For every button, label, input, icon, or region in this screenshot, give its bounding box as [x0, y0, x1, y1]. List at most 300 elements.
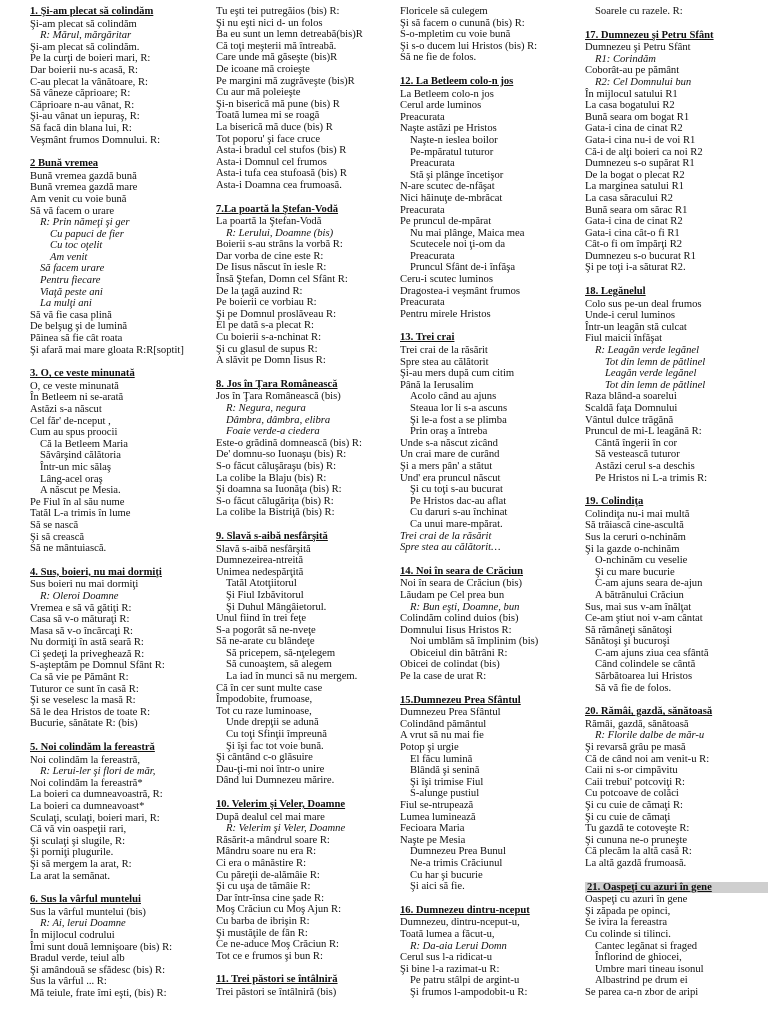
lyric-line: Nici hăinuţe de-mbrăcat	[400, 192, 503, 204]
lyric-line: Noi colindăm la fereastră,	[30, 754, 141, 766]
lyric-line: Gata-i cina nu-i de voi R1	[585, 134, 696, 146]
lyric-line: Preacurata	[400, 297, 445, 309]
lyric-line: Şi s-o ducem lui Hristos (bis) R:	[400, 40, 538, 52]
song-title: 6. Sus la vârful muntelui	[30, 894, 141, 906]
lyric-line: R: Bun eşti, Doamne, bun	[410, 601, 520, 613]
lyric-line: Vântul dulce trăgănă	[585, 414, 674, 426]
lyric-line: Pentru mirele Hristos	[400, 308, 491, 320]
lyric-line: R: Leagăn verde legănel	[595, 345, 700, 357]
lyric-line: Şi îşi trimise Fiul	[410, 776, 484, 788]
lyric-line: Pentru fiecare	[40, 275, 101, 287]
song-block	[30, 6, 216, 146]
lyric-line: Trei păstori se întâlniră (bis)	[216, 986, 337, 998]
lyric-line: Dar vorba de cine este R:	[216, 250, 324, 262]
lyric-line: Caii ni s-or cimpăvitu	[585, 765, 678, 777]
lyric-line: Sus, mai sus v-am înălţat	[585, 601, 692, 613]
lyric-line: Căprioare n-au vânat, R:	[30, 99, 135, 111]
lyric-line: Fecioara Maria	[400, 823, 465, 835]
lyric-line: R2: Cel Domnului bun	[595, 76, 692, 88]
lyric-line: Asta-i tufa cea stufoasă (bis) R	[216, 168, 347, 180]
lyric-line: Soarele cu razele. R:	[595, 6, 683, 17]
lyric-line: Unde s-a născut zicând	[400, 437, 498, 449]
song-block	[585, 706, 768, 869]
lyric-line: Gata-i cina de cinat R2	[585, 123, 683, 135]
lyric-line: Şi cu toţi s-au bucurat	[410, 484, 503, 496]
lyric-line: Şi-am plecat să colindăm	[30, 18, 137, 30]
lyric-line: La marginea satului R1	[585, 181, 684, 193]
lyric-line: Preacurata	[410, 158, 455, 170]
lyric-line: Tatăl L-a trimis în lume	[30, 508, 131, 520]
lyric-line: La colibe la Blaju (bis) R:	[216, 472, 327, 484]
lyric-line: Şi afară mai mare gloata R:R[soptit]	[30, 344, 184, 356]
song-block	[30, 567, 216, 730]
lyric-line: Cel făr' de-nceput ,	[30, 415, 111, 427]
lyric-line: Foaie verde-a ciedera	[226, 426, 320, 438]
lyric-line: Ca să vie pe Pământ R:	[30, 672, 129, 684]
lyric-line: Colindiţa nu-i mai multă	[585, 508, 690, 520]
lyric-line: A bătrânului Crăciun	[595, 589, 684, 601]
lyric-line: Dragostea-i veşmânt frumos	[400, 285, 521, 297]
lyric-line: În mijlocul satului R1	[585, 88, 678, 100]
lyric-line: Şi îşi fac tot voie bună.	[226, 740, 324, 752]
lyric-line: Astăzi s-a născut	[30, 404, 102, 415]
lyric-line: Fiul se-ntrupează	[400, 800, 474, 811]
lyric-line: Pe patru stâlpi de argint-u	[410, 975, 520, 987]
lyric-line: Toată lumea mi se roagă	[216, 110, 320, 122]
lyric-line: R: Ai, lerui Doamne	[40, 918, 126, 930]
lyric-line: Şi pe Domnul proslăveau R:	[216, 308, 337, 320]
lyric-line: Coborât-au pe pământ	[585, 65, 680, 77]
lyric-line: Dumnezeirea-ntreită	[216, 555, 304, 567]
lyric-line: Tu gazdă te cotoveşte R:	[585, 823, 690, 835]
lyric-line: Şi cu glasul de supus R:	[216, 343, 318, 355]
lyric-line: Că toţi meşterii mă întreabă.	[216, 40, 337, 52]
song-block	[400, 695, 586, 893]
lyric-line: Să ne-arate cu blândeţe	[216, 636, 315, 648]
lyric-line: Pe la curţi de boieri mari, R:	[30, 53, 151, 65]
song-block	[400, 6, 586, 64]
lyric-line: Dumnezeu, dintru-nceput-u,	[400, 917, 520, 929]
lyric-line: S-o-mpletim cu voie bună	[400, 29, 511, 41]
lyric-line: Stă şi plânge încetişor	[410, 169, 504, 181]
lyric-line: Cântă îngerii în cor	[595, 437, 678, 449]
lyric-line: Şi să crească	[30, 531, 85, 543]
lyric-line: Că la Betleem Maria	[40, 438, 128, 450]
lyric-line: Şi doamna sa Iuonăţa (bis) R:	[216, 484, 342, 496]
song-title: 1. Şi-am plecat să colindăm	[30, 6, 154, 17]
lyric-line: Asta-i Domnul cel frumos	[216, 156, 327, 168]
lyric-line: Şi amândouă se sfădesc (bis) R:	[30, 964, 166, 976]
lyric-line: De Iisus născut în iesle R:	[216, 262, 327, 274]
lyric-line: Cu potcoave de colăci	[585, 788, 679, 800]
lyric-line: La arat la semănat.	[30, 870, 110, 882]
lyric-line: Tuturor ce sunt în casă R:	[30, 683, 139, 695]
lyric-line: S-aşteptăm pe Domnul Sfânt R:	[30, 660, 165, 672]
lyric-line: Şi să facem o cunună (bis) R:	[400, 17, 525, 29]
lyric-line: Unul fiind în trei feţe	[216, 613, 307, 625]
lyric-line: Tu eşti tei putregăios (bis) R:	[216, 6, 340, 17]
song-block	[216, 204, 402, 367]
lyric-line: Cu toc oţelit	[50, 240, 103, 252]
lyric-line: De' domnu-so Iuonaşu (bis) R:	[216, 449, 347, 461]
lyric-line: Trei crai de la răsărit	[400, 345, 488, 357]
lyric-line: Tot ce e frumos şi bun R:	[216, 950, 323, 962]
lyric-line: Masa să v-o încărcaţi R:	[30, 625, 133, 637]
lyric-line: Scaldă faţa Domnului	[585, 403, 678, 414]
lyric-line: Blândă şi senină	[410, 765, 480, 777]
lyric-line: Şi a mers pân' a stătut	[400, 460, 493, 472]
song-block	[216, 6, 402, 192]
lyric-line: Şi porniţi plugurile.	[30, 847, 114, 859]
lyric-line: Unde drepţii se adună	[226, 717, 319, 729]
lyric-line: Noi în seara de Crăciun (bis)	[400, 578, 523, 590]
lyric-line: De icoane mă croieşte	[216, 63, 310, 75]
lyric-line: Şi mustăţile de fân R:	[216, 927, 308, 939]
lyric-line: Obicei de colindat (bis)	[400, 659, 500, 671]
lyric-line: Tot din lemn de pătlinel	[605, 356, 706, 368]
song-block	[400, 76, 586, 320]
lyric-line: Cerul sus l-a ridicat-u	[400, 952, 493, 964]
lyric-line: Oaspeţi cu azuri în gene	[585, 894, 688, 906]
lyric-line: Jos în Ţara Românească (bis)	[216, 391, 341, 403]
lyric-line: Când colindele se cântă	[595, 659, 696, 671]
lyric-line: Naşte pe Mesia	[400, 834, 466, 846]
lyric-line: Umbre mari tineau isonul	[595, 963, 704, 975]
song-title: 4. Sus, boieri, nu mai dormiţi	[30, 566, 162, 578]
lyric-line: Trei crai de la răsărit	[400, 530, 492, 542]
lyric-line: Şi-am plecat să colindăm.	[30, 41, 140, 53]
lyric-line: Naşte astăzi pe Hristos	[400, 123, 497, 135]
lyric-line: Cu papuci de fier	[50, 228, 124, 240]
lyric-line: Nu dormiţi în astă seară R:	[30, 637, 144, 649]
lyric-line: Tatăl Atotţiitorul	[226, 578, 297, 590]
lyric-line: C-am ajuns ziua cea sfântă	[595, 647, 709, 659]
lyric-line: Este-o grădină domnească (bis) R:	[216, 437, 362, 449]
lyric-line: Leagăn verde legănel	[605, 368, 697, 380]
lyric-line: Sculaţi, sculaţi, boieri mari, R:	[30, 812, 160, 824]
lyric-line: Păinea să fie cât roata	[30, 333, 123, 345]
lyric-line: Şi cu mare bucurie	[595, 566, 675, 578]
lyric-line: Tot din lemn de pătlinel	[605, 379, 706, 391]
lyric-line: Şi aici să fie.	[410, 881, 465, 893]
lyric-line: Ca unui mare-mpărat.	[410, 518, 503, 530]
lyric-line: Şi zăpada pe opinci,	[585, 905, 671, 917]
lyric-line: Sărbătoarea lui Hristos	[595, 671, 693, 683]
lyric-line: Până la Ierusalim	[400, 379, 474, 391]
lyric-line: Pe Hristos ni L-a trimis R:	[595, 472, 708, 484]
lyric-line: Bună seara om sărac R1	[585, 204, 688, 216]
song-title: 20. Rămâi, gazdă, sănătoasă	[585, 706, 713, 718]
song-title: 8. Jos în Ţara Românească	[216, 378, 338, 390]
lyric-line: Dar boierii nu-s acasă, R:	[30, 64, 138, 76]
lyric-line: Dau-ţi-mi noi într-o unire	[216, 763, 325, 775]
song-block	[585, 882, 768, 999]
song-block	[400, 566, 586, 683]
song-block	[585, 30, 768, 274]
lyric-line: Prin oraş a întreba	[410, 426, 488, 438]
song-block	[216, 799, 402, 962]
lyric-line: Şi-n biserică mă pune (bis) R	[216, 98, 340, 110]
song-block	[585, 6, 768, 18]
lyric-line: La boieri ca dumneavoast*	[30, 801, 145, 812]
lyric-line: C-am ajuns seara de-ajun	[595, 578, 703, 590]
lyric-line: S-alunge pustiul	[410, 788, 480, 800]
lyric-line: R: Lerui-ler şi flori de măr,	[40, 766, 156, 778]
lyric-line: Lăudam pe Cel prea bun	[400, 589, 505, 601]
lyric-line: Ce-am ştiut noi v-am cântat	[585, 613, 703, 625]
lyric-line: Albastrind pe drum ei	[595, 975, 688, 987]
lyric-line: A vrut să nu mai fie	[400, 730, 484, 742]
song-block	[400, 905, 586, 999]
lyric-line: S-o făcut călugăriţa (bis) R:	[216, 495, 334, 507]
lyric-line: Să pricepem, să-nţelegem	[226, 647, 336, 659]
lyric-line: Steaua lor li s-a ascuns	[410, 403, 508, 414]
lyric-line: Dumnezeu s-o supărat R1	[585, 158, 695, 170]
lyric-line: Asta-i bradul cel stufos (bis) R	[216, 145, 347, 157]
lyric-line: Cu păreţii de-alămâie R:	[216, 869, 320, 881]
lyric-line: Îmi sunt două lemnişoare (bis) R:	[30, 941, 173, 953]
lyric-line: Şi frumos l-ampodobit-u R:	[410, 986, 528, 998]
song-block	[216, 531, 402, 787]
lyric-line: Preacurata	[410, 250, 455, 262]
lyric-line: Cu daruri s-au închinat	[410, 507, 508, 519]
lyric-line: Cu colinde si tilinci.	[585, 928, 671, 940]
lyric-line: La boieri ca dumneavoastră, R:	[30, 789, 163, 801]
lyric-line: El făcu lumină	[410, 753, 473, 765]
lyric-line: R1: Corindăm	[595, 53, 656, 65]
lyric-line: Cum au spus proocii	[30, 427, 118, 439]
lyric-line: Se parea ca-n zbor de aripi	[585, 986, 699, 998]
lyric-line: Noi colindăm la fereastră*	[30, 777, 143, 789]
lyric-line: Unde-i cerul luminos	[585, 310, 676, 322]
lyric-line: Într-un mic sălaş	[40, 461, 111, 473]
song-title: 10. Velerim şi Veler, Doamne	[216, 799, 346, 810]
lyric-line: Potop şi urgie	[400, 742, 459, 754]
lyric-line: Raza blând-a soarelui	[585, 391, 677, 403]
lyric-line: Scutecele noi ţi-om da	[410, 239, 506, 251]
lyric-line: Înflorind de ghiocei,	[595, 952, 682, 964]
lyric-line: Şi Duhul Mângâietorul.	[226, 601, 327, 613]
lyric-line: Şi pe toţi i-a săturat R2.	[585, 262, 686, 274]
lyric-line: R: Prin nămeţi şi ger	[40, 217, 130, 229]
lyric-line: Lumea luminează	[400, 811, 476, 823]
lyric-line: S-o făcut căluşăraşu (bis) R:	[216, 460, 337, 472]
lyric-line: Ci era o mânăstire R:	[216, 857, 307, 869]
lyric-line: Bună vremea gazdă mare	[30, 182, 138, 194]
lyric-line: Viaţă peste ani	[40, 286, 103, 298]
lyric-line: Sănătoşi şi bucuroşi	[585, 636, 670, 648]
song-title: 12. La Betleem colo-n jos	[400, 75, 514, 87]
lyric-line: Pruncul Sfânt de-i înfăşa	[410, 262, 516, 274]
lyric-line: Şi Fiul Izbăvitorul	[226, 589, 304, 601]
song-title: 21. Oaspeţi cu azuri în gene	[585, 882, 768, 894]
lyric-line: Toată lumea a făcut-u,	[400, 928, 495, 940]
song-block	[30, 894, 216, 999]
song-block	[30, 368, 216, 555]
lyric-line: Că de când noi am venit-u R:	[585, 753, 710, 765]
lyric-line: O, ce veste minunată	[30, 380, 119, 392]
lyric-line: Fiul maicii înfăşat	[585, 333, 663, 345]
lyric-line: Pe-mpăratul tuturor	[410, 146, 494, 158]
song-title: 18. Legănelul	[585, 286, 646, 298]
lyric-line: Acolo când au ajuns	[410, 391, 497, 403]
lyric-line: Şi cununa ne-o pruneşte	[585, 834, 688, 846]
lyric-line: Bradul verde, teiul alb	[30, 953, 125, 965]
lyric-line: Dumnezeu Prea Bunul	[410, 846, 506, 858]
lyric-line: Cerul arde luminos	[400, 100, 482, 112]
lyric-line: Pe margini mă zugrăveşte (bis)R	[216, 75, 355, 87]
lyric-line: La Betleem colo-n jos	[400, 88, 494, 100]
lyric-line: Pe pruncul de-mpărat	[400, 216, 492, 228]
lyric-line: Floricele să culegem	[400, 6, 488, 17]
lyric-line: Şi cu cuie de cămaţi R:	[585, 800, 683, 811]
song-block	[216, 974, 402, 998]
lyric-line: Se ivira la fereastra	[585, 917, 668, 929]
lyric-line: Pe boierii ce vorbiau R:	[216, 297, 317, 309]
lyric-line: Şi cu uşa de tămâie R:	[216, 881, 311, 893]
lyric-line: Mă teiule, frate îmi eşti, (bis) R:	[30, 987, 167, 999]
lyric-line: Casa să v-o măturaţi R:	[30, 614, 130, 626]
lyric-line: Să vâneze căprioare; R:	[30, 88, 131, 100]
lyric-line: Moş Crăciun cu Moş Ajun R:	[216, 904, 342, 916]
lyric-line: Veşmânt frumos Domnului. R:	[30, 134, 161, 146]
lyric-line: Şi cu cuie de cămaţi	[585, 811, 671, 823]
lyric-line: El pe dată s-a plecat R:	[216, 320, 314, 332]
lyric-line: Asta-i Doamna cea frumoasă.	[216, 179, 342, 191]
lyric-line: Să ne fie de folos.	[400, 52, 477, 64]
lyric-line: R: Oleroi Doamne	[40, 590, 119, 602]
lyric-line: Und' era pruncul născut	[400, 472, 501, 484]
lyric-line: După dealul cel mai mare	[216, 811, 325, 823]
lyric-line: Să vă fie casa plină	[30, 309, 112, 321]
lyric-line: Unimea nedespărţită	[216, 566, 304, 578]
song-block	[400, 332, 586, 553]
lyric-line: Lâng-acel oraş	[40, 473, 103, 485]
lyric-line: Noi umblăm să împlinim (bis)	[410, 636, 539, 648]
song-title: 3. O, ce veste minunată	[30, 368, 135, 380]
lyric-line: Cât-o fi om împărţi R2	[585, 239, 683, 251]
lyric-line: În mijlocul codrului	[30, 929, 115, 941]
lyric-line: Şi-au mers după cum citim	[400, 368, 515, 380]
lyric-line: Pruncul de mi-L leagănă R:	[585, 426, 702, 438]
lyric-line: Să cunoaştem, să alegem	[226, 659, 332, 671]
lyric-line: Colindând pământul	[400, 718, 487, 730]
lyric-line: Sus la vârful muntelui (bis)	[30, 906, 146, 918]
lyric-line: Colindăm colind duios (bis)	[400, 613, 519, 625]
lyric-line: La iad în munci să nu mergem.	[226, 671, 358, 683]
column-4	[585, 6, 768, 1011]
lyric-line: Am venit	[50, 251, 88, 263]
lyric-line: Şi la gazde o-nchinăm	[585, 543, 680, 555]
song-title: 13. Trei crai	[400, 332, 455, 344]
column-2	[216, 6, 402, 1011]
lyric-line: Într-un leagăn stă culcat	[585, 321, 687, 333]
lyric-line: Să ne mântuiască.	[30, 543, 107, 555]
lyric-line: Sus la vârful ... R:	[30, 976, 107, 988]
lyric-line: Săvârşind călătoria	[40, 450, 121, 462]
song-block	[30, 742, 216, 882]
lyric-line: De la bogat o plecat R2	[585, 169, 685, 181]
lyric-line: Naşte-n ieslea boilor	[410, 134, 498, 146]
lyric-line: R: Velerim şi Veler, Doamne	[226, 823, 346, 835]
lyric-line: Mândru soare nu era R:	[216, 846, 317, 858]
lyric-line: Dând lui Dumnezeu mărire.	[216, 775, 335, 787]
lyric-line: Ne-a trimis Crăciunul	[410, 857, 503, 869]
lyric-line: Boierii s-au strâns la vorbă R:	[216, 239, 343, 251]
song-title: 2 Bună vremea	[30, 158, 99, 170]
lyric-line: La casa săracului R2	[585, 192, 673, 204]
lyric-line: Să rămâneţi sănătoşi	[585, 624, 673, 636]
lyric-line: La poartă la Ştefan-Vodă	[216, 216, 322, 228]
lyric-line: Cu aur mă poleieşte	[216, 87, 301, 99]
lyric-line: Să vestească tuturor	[595, 449, 680, 461]
lyric-line: Dumnezeu Prea Sfântul	[400, 707, 501, 719]
lyric-line: Să trăiască cine-ascultă	[585, 520, 684, 532]
song-block	[30, 158, 216, 356]
lyric-line: Însă Ştefan, Domn cel Sfânt R:	[216, 274, 348, 286]
lyric-line: Să le dea Hristos de toate R:	[30, 706, 151, 718]
lyric-line: Şi le-a fost a se plimba	[410, 414, 507, 426]
lyric-line: A slăvit pe Domn Iisus R:	[216, 355, 326, 367]
lyric-line: Şi să mergem la arat, R:	[30, 858, 132, 870]
lyric-line: Gata-i cina cât-o fi R1	[585, 227, 680, 239]
lyric-line: N-are scutec de-nfăşat	[400, 181, 495, 193]
lyric-line: Cantec legănat si fraged	[595, 940, 698, 952]
song-title: 19. Colindiţa	[585, 496, 644, 508]
lyric-line: Caii trebui' potcoviţi R:	[585, 776, 685, 788]
lyric-line: Nu mai plânge, Maica mea	[410, 227, 525, 239]
lyric-line: Rămâi, gazdă, sănătoasă	[585, 718, 689, 730]
lyric-line: A născut pe Mesia.	[40, 485, 121, 497]
song-block	[585, 286, 768, 484]
lyric-line: La colibe la Bistriţă (bis) R:	[216, 507, 335, 519]
lyric-line: Ce ne-aduce Moş Crăciun R:	[216, 939, 339, 951]
lyric-line: Pe Fiul în al său nume	[30, 496, 125, 508]
column-3	[400, 6, 586, 1011]
song-title: 11. Trei păstori se întâlniră	[216, 974, 338, 986]
lyric-line: Cu barba de ibrişin R:	[216, 915, 310, 927]
lyric-line: Pe la case de urat R:	[400, 671, 487, 683]
lyric-line: Împodobite, frumoase,	[216, 694, 313, 706]
lyric-line: Cu boierii s-a-nchinat R:	[216, 332, 322, 344]
lyric-line: Ci şedeţi la priveghează R:	[30, 648, 145, 660]
song-title: 7.La poartă la Ştefan-Vodă	[216, 203, 339, 215]
lyric-line: R: Da-aia Lerui Domn	[410, 940, 507, 952]
lyric-line: Cu toţi Sfinţii împreună	[226, 729, 327, 741]
lyric-line: Dumnezeu şi Petru Sfânt	[585, 42, 691, 54]
lyric-line: Colo sus pe-un deal frumos	[585, 298, 702, 310]
lyric-line: Preacurata	[400, 204, 445, 216]
lyric-line: Bucurie, sănătate R: (bis)	[30, 718, 138, 730]
lyric-line: R: Mărul, mărgăritar	[40, 30, 132, 42]
lyric-line: Şi se veselesc la masă R:	[30, 695, 136, 707]
lyric-line: Să vă fie de folos.	[595, 682, 672, 694]
lyric-line: Că-i de alţi boieri ca noi R2	[585, 146, 703, 158]
lyric-line: Răsărit-a mândrul soare R:	[216, 834, 330, 846]
lyric-line: R: Florile dalbe de măr-u	[595, 730, 705, 742]
lyric-line: Bună seara om bogat R1	[585, 111, 690, 123]
lyric-line: Preacurata	[400, 111, 445, 123]
lyric-line: Vremea e să vă gătiţi R:	[30, 602, 132, 614]
lyric-line: Ba eu sunt un lemn detreabă(bis)R	[216, 29, 363, 41]
column-1	[30, 6, 216, 1012]
lyric-line: Şi cântând c-o glăsuire	[216, 752, 313, 764]
lyric-line: Să vă facem o urare	[30, 205, 115, 217]
lyric-line: Dar într-însa cine şade R:	[216, 892, 325, 904]
lyric-line: La biserică mă duce (bis) R	[216, 121, 333, 133]
lyric-line: De la ţagă auzind R:	[216, 285, 303, 297]
lyric-line: Bună vremea gazdă bună	[30, 170, 137, 182]
